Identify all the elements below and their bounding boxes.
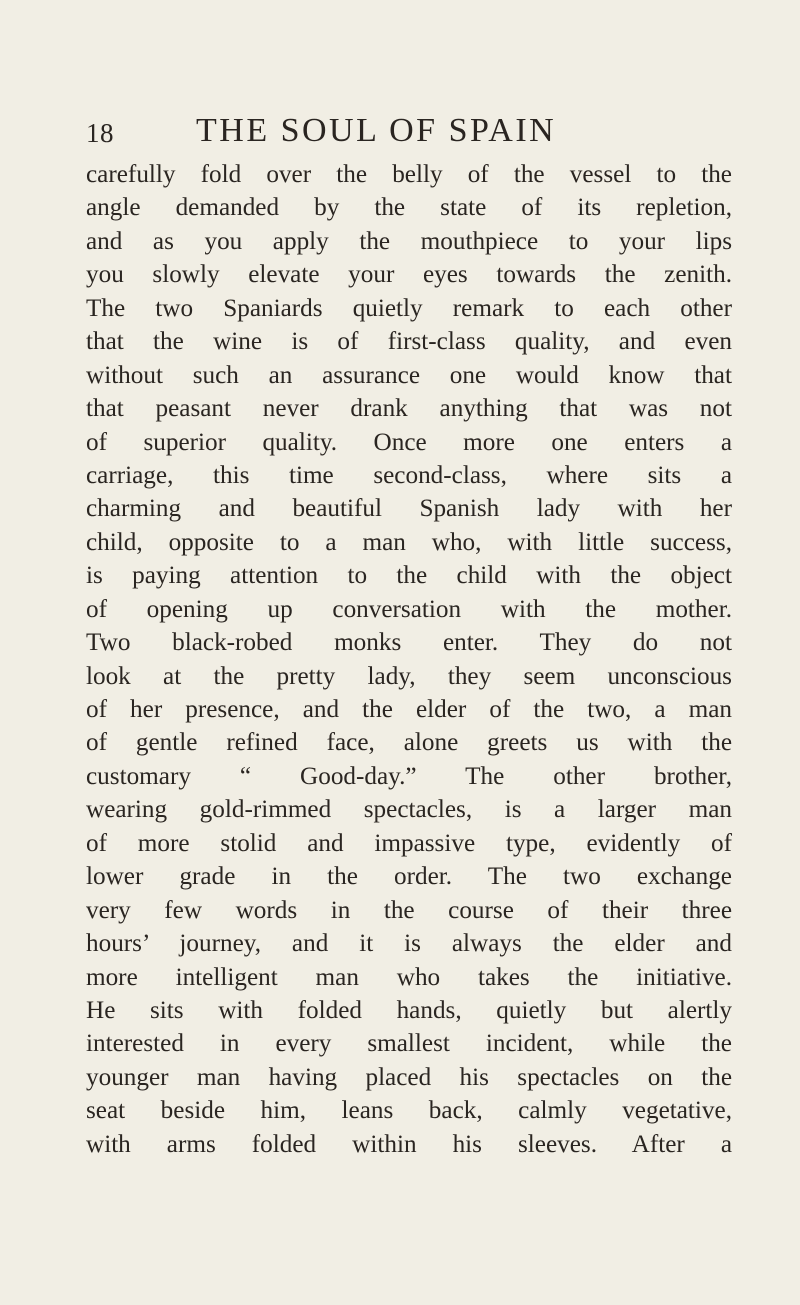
text-line: that peasant never drank anything that was not — [86, 395, 732, 423]
text-line: angle demanded by the state of its repletion, — [86, 194, 732, 222]
running-head — [0, 112, 800, 152]
text-line: younger man having placed his spectacles on the — [86, 1063, 732, 1091]
running-title: THE SOUL OF SPAIN — [196, 112, 557, 149]
text-line: with arms folded within his sleeves. After a — [86, 1130, 732, 1158]
text-line: and as you apply the mouthpiece to your lips — [86, 227, 732, 255]
text-line: carriage, this time second-class, where sits a — [86, 461, 732, 489]
text-line: you slowly elevate your eyes towards the zenith. — [86, 261, 732, 289]
text-line: customary “ Good-day.” The other brother, — [86, 762, 732, 790]
text-line: of more stolid and impassive type, evidently of — [86, 829, 732, 857]
text-line: of her presence, and the elder of the two, a man — [86, 696, 732, 723]
text-line: lower grade in the order. The two exchange — [86, 863, 732, 891]
text-line: is paying attention to the child with the object — [86, 562, 732, 590]
text-line: of opening up conversation with the mother. — [86, 595, 732, 623]
text-line: wearing gold-rimmed spectacles, is a larger man — [86, 796, 732, 824]
text-line: The two Spaniards quietly remark to each other — [86, 294, 732, 322]
text-line: hours’ journey, and it is always the elder and — [86, 930, 732, 958]
text-line: that the wine is of first-class quality, and even — [86, 328, 732, 356]
text-line: without such an assurance one would know that — [86, 361, 732, 389]
text-line: He sits with folded hands, quietly but alertly — [86, 996, 732, 1024]
text-line: very few words in the course of their three — [86, 896, 732, 924]
text-line: Two black-robed monks enter. They do not — [86, 629, 732, 657]
body-text — [86, 158, 732, 1161]
text-line: carefully fold over the belly of the vessel to the — [86, 161, 732, 188]
text-line: interested in every smallest incident, while the — [86, 1030, 732, 1058]
text-line: seat beside him, leans back, calmly vegetative, — [86, 1097, 732, 1125]
text-line: more intelligent man who takes the initiative. — [86, 963, 732, 991]
text-line: of gentle refined face, alone greets us with the — [86, 729, 732, 757]
text-line: look at the pretty lady, they seem unconscious — [86, 662, 732, 690]
text-line: charming and beautiful Spanish lady with her — [86, 495, 732, 523]
text-line: of superior quality. Once more one enters a — [86, 428, 732, 456]
page-number: 18 — [86, 118, 114, 148]
text-line: child, opposite to a man who, with little success, — [86, 528, 732, 556]
